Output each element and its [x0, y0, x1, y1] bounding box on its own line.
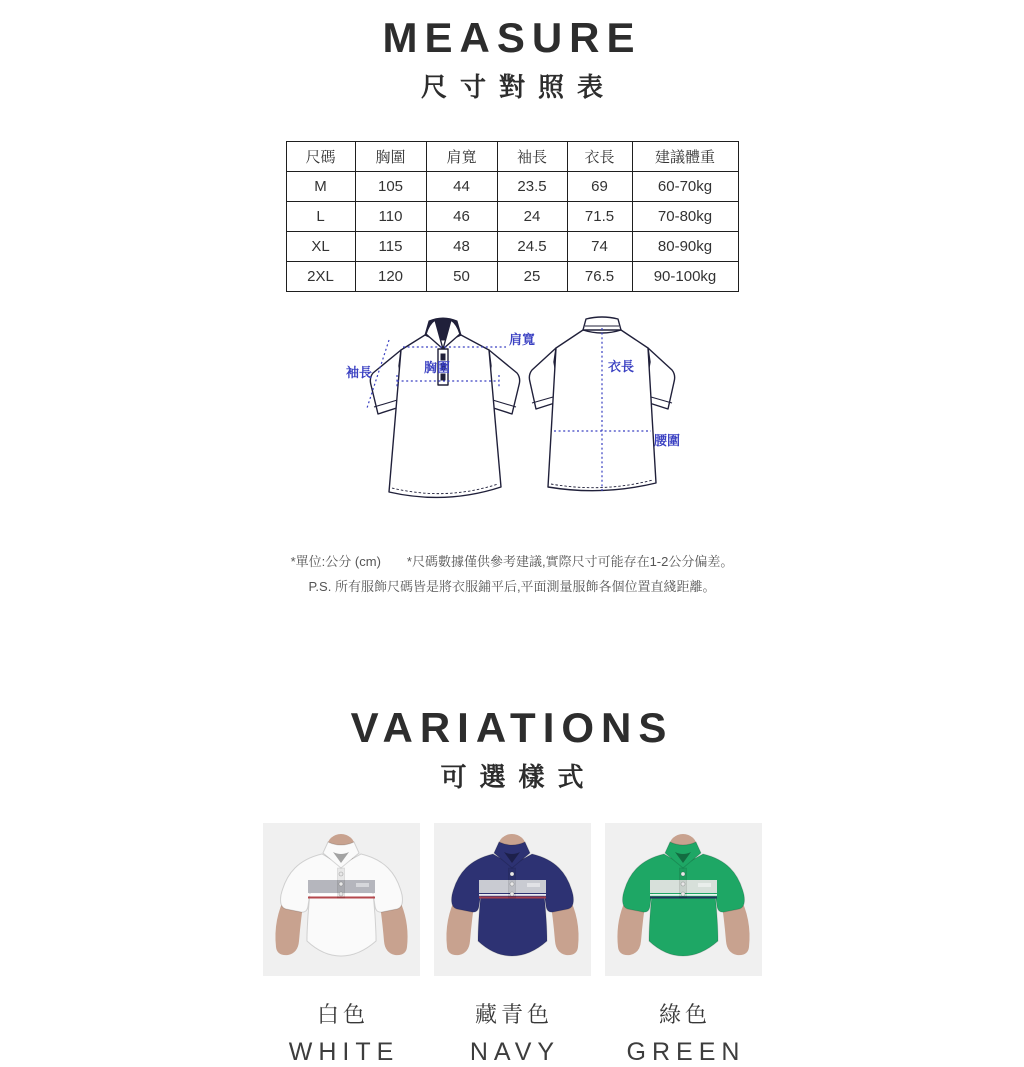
table-cell: 25	[497, 262, 567, 292]
table-cell: 115	[355, 232, 426, 262]
table-cell: 23.5	[497, 172, 567, 202]
variant-name-zh: 白色	[316, 1001, 369, 1027]
size-diagram	[340, 314, 685, 522]
table-cell: 50	[426, 262, 497, 292]
variations-title: VARIATIONS	[350, 703, 674, 751]
column-header-length: 衣長	[567, 142, 632, 172]
table-cell: L	[286, 202, 355, 232]
variant-name-en: GREEN	[626, 1037, 746, 1066]
waist-label: 腰圍	[653, 433, 680, 449]
measure-subtitle: 尺寸對照表	[420, 72, 616, 103]
table-row	[286, 262, 738, 292]
variation-cards	[0, 823, 1024, 1067]
polo-measurement-illustration	[340, 314, 685, 522]
size-notes	[0, 549, 1024, 600]
variant-name-zh: 藏青色	[474, 1001, 553, 1027]
polo-back-illustration	[529, 317, 674, 492]
disclaimer-note: *尺碼數據僅供參考建議,實際尺寸可能存在1-2公分偏差。	[406, 554, 734, 570]
measure-section	[0, 16, 1024, 600]
variant-name-en: NAVY	[469, 1037, 561, 1066]
polo-model-illustration	[434, 823, 591, 976]
table-cell: 110	[355, 202, 426, 232]
table-cell: 46	[426, 202, 497, 232]
table-row	[286, 232, 738, 262]
variant-card-green	[605, 823, 762, 1067]
measure-title: MEASURE	[382, 14, 642, 61]
table-cell: 105	[355, 172, 426, 202]
table-row	[286, 202, 738, 232]
polo-front-illustration	[367, 318, 520, 497]
polo-model-illustration	[263, 823, 420, 976]
table-cell: 69	[567, 172, 632, 202]
variations-subtitle: 可選樣式	[440, 761, 597, 792]
note-line-2: P.S. 所有服飾尺碼皆是將衣服鋪平后,平面測量服飾各個位置直綫距離。	[308, 579, 716, 595]
unit-note: *單位:公分 (cm)	[290, 554, 381, 570]
size-table	[286, 141, 739, 292]
shoulder-width-label: 肩寬	[508, 332, 535, 348]
variant-card-white	[263, 823, 420, 1067]
table-cell: 71.5	[567, 202, 632, 232]
sleeve-length-label: 袖長	[345, 365, 372, 381]
table-cell: 24.5	[497, 232, 567, 262]
table-cell: 44	[426, 172, 497, 202]
variant-name-zh: 綠色	[658, 1001, 711, 1027]
table-cell: 60-70kg	[632, 172, 738, 202]
table-cell: 90-100kg	[632, 262, 738, 292]
table-cell: M	[286, 172, 355, 202]
table-cell: 74	[567, 232, 632, 262]
column-header-weight: 建議體重	[632, 142, 738, 172]
chest-label: 胸圍	[423, 360, 450, 376]
table-header-row	[286, 142, 738, 172]
table-cell: 24	[497, 202, 567, 232]
column-header-size: 尺碼	[286, 142, 355, 172]
variant-card-navy	[434, 823, 591, 1067]
column-header-sleeve: 袖長	[497, 142, 567, 172]
variant-photo	[434, 823, 591, 976]
table-cell: 2XL	[286, 262, 355, 292]
table-cell: 76.5	[567, 262, 632, 292]
table-cell: 120	[355, 262, 426, 292]
table-cell: 70-80kg	[632, 202, 738, 232]
variations-section	[0, 703, 1024, 1067]
note-line-1	[0, 549, 1024, 574]
polo-model-illustration	[605, 823, 762, 976]
column-header-shoulder: 肩寬	[426, 142, 497, 172]
table-cell: 80-90kg	[632, 232, 738, 262]
table-cell: XL	[286, 232, 355, 262]
garment-length-label: 衣長	[607, 359, 634, 375]
column-header-chest: 胸圍	[355, 142, 426, 172]
variant-name-en: WHITE	[288, 1037, 400, 1066]
variant-photo	[263, 823, 420, 976]
table-row	[286, 172, 738, 202]
table-cell: 48	[426, 232, 497, 262]
variant-photo	[605, 823, 762, 976]
